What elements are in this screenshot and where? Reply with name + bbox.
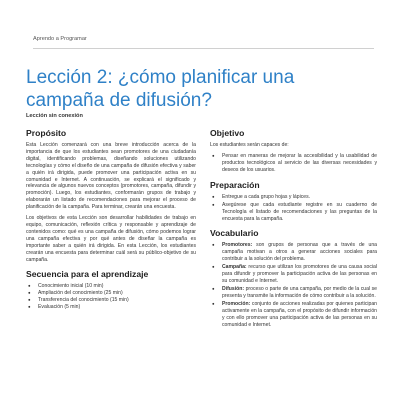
preparation-list bbox=[210, 194, 377, 223]
course-label: Aprendo a Programar bbox=[33, 36, 87, 42]
left-column bbox=[26, 128, 196, 317]
header-divider bbox=[33, 48, 374, 49]
vocabulary-section bbox=[210, 228, 377, 328]
vocab-definition: son grupos de personas que a través de una campaña motivan a otros a generar acciones sociales para contribuir a la solución del problema. bbox=[222, 242, 377, 263]
vocab-item-difusion bbox=[210, 286, 377, 300]
list-item: ● Ampliación del conocimiento (25 min) bbox=[26, 290, 196, 297]
list-item: ● Evaluación (5 min) bbox=[26, 304, 196, 311]
sequence-section bbox=[26, 269, 196, 311]
vocab-item-campana bbox=[210, 264, 377, 285]
vocab-definition: proceso o parte de una campaña, por medio de la cual se presenta y transmite la información de cómo contribuir a la solución. bbox=[222, 286, 377, 300]
vocab-term: Promoción: bbox=[222, 301, 251, 308]
vocab-item-promocion bbox=[210, 301, 377, 329]
sequence-list bbox=[26, 283, 196, 311]
vocab-term: Campaña: bbox=[222, 264, 247, 271]
vocab-definition: conjunto de acciones realizadas por quienes participan activamente en la campaña, con el propósito de difundir información y con ello promover una participación activa de las personas en su comunidad e Internet. bbox=[222, 301, 377, 328]
objective-heading: Objetivo bbox=[210, 128, 245, 138]
vocabulary-heading: Vocabulario bbox=[210, 228, 259, 239]
lesson-subtitle: Lección sin conexión bbox=[26, 113, 83, 119]
list-item: ● Entregue a cada grupo hojas y lápices. bbox=[210, 194, 377, 201]
vocab-definition: recurso que utilizan los promotores de una causa social para difundir y promover la participación activa de las personas en su comunidad e Internet. bbox=[222, 264, 377, 285]
purpose-paragraph-1: Esta Lección comenzará con una breve introducción acerca de la importancia de que los estudiantes sean promotores de una ciudadanía digital, identificando problemas, diseñando soluciones utilizando tecnologías y cómo el diseño de una campaña de difusión efectiva y saber a quién irá dirigida, puede promover una participación activa en su comunidad e Internet. A continuación, se explicará el significado y relevancia de algunos nuevos conceptos (promotores, campaña, difundir y promoción). Luego, los estudiantes, conformarán grupos de trabajo y elaborarán un listado de recomendaciones para mejorar el proceso de planificación de la campaña. Para terminar, crearán una encuesta. bbox=[26, 142, 196, 211]
vocab-term: Difusión: bbox=[222, 286, 245, 293]
sequence-heading: Secuencia para el aprendizaje bbox=[26, 269, 149, 280]
list-item: ● Conocimiento inicial (10 min) bbox=[26, 283, 196, 290]
preparation-heading: Preparación bbox=[210, 179, 260, 190]
list-item: ● Asegúrese que cada estudiante registre en su cuaderno de Tecnología el listado de recomendaciones y las preguntas de la encuesta para la campaña. bbox=[210, 202, 377, 223]
vocabulary-list bbox=[210, 242, 377, 328]
objective-intro: Los estudiantes serán capaces de: bbox=[210, 142, 289, 148]
purpose-section bbox=[26, 128, 196, 263]
vocab-term: Promotores: bbox=[222, 242, 253, 249]
preparation-section bbox=[210, 180, 377, 223]
list-item: ● Pensar en maneras de mejorar la accesibilidad y la usabilidad de productos tecnológicos al servicio de las diversas necesidades y deseos de los usuarios. bbox=[210, 153, 377, 174]
list-item: ● Transferencia del conocimiento (15 min) bbox=[26, 297, 196, 304]
vocab-item-promotores bbox=[210, 242, 377, 263]
objective-section bbox=[210, 128, 377, 174]
right-column bbox=[210, 128, 377, 335]
purpose-paragraph-2: Los objetivos de esta Lección son desarrollar habilidades de trabajo en equipo, comunicación, reflexión crítica y responsable y aprendizaje de contenidos como: qué es una campaña de difusión, cómo podemos lograr una campaña efectiva y por qué antes de diseñar la campaña es importante saber a quién irá dirigida. En esta Lección, los estudiantes crearán una encuesta para determinar cuál será su público-objetivo de su campaña. bbox=[26, 215, 196, 263]
lesson-title: Lección 2: ¿cómo planificar una campaña de difusión? bbox=[26, 67, 295, 111]
objective-list bbox=[210, 153, 377, 174]
purpose-heading: Propósito bbox=[26, 128, 67, 138]
